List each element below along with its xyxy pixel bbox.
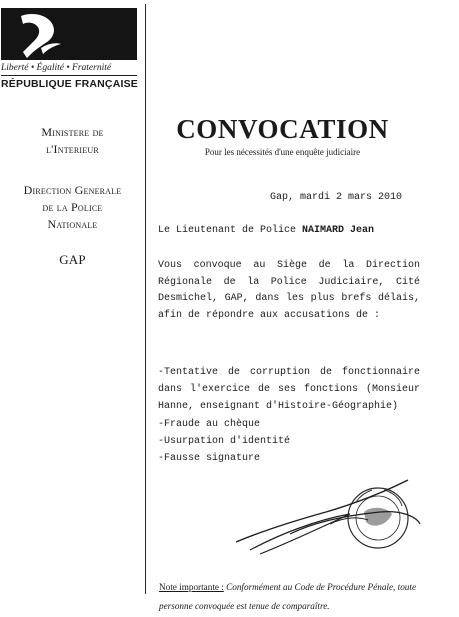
accusation-list	[158, 364, 420, 467]
republic-motto: Liberté • Égalité • Fraternité	[1, 63, 112, 73]
direction-block	[0, 182, 145, 233]
important-note	[159, 578, 429, 616]
direction-line-3: Nationale	[47, 217, 98, 231]
accusation-item: -Tentative de corruption de fonctionnaire dans l'exercice de ses fonctions (Monsieur Hanne, enseignant d'Histoire-Géographie)	[158, 367, 420, 413]
direction-line-1: Direction Generale	[23, 183, 122, 197]
ministere-line-1: Ministere de	[41, 125, 104, 139]
republic-logo-block	[0, 8, 138, 90]
direction-line-2: de la Police	[42, 200, 103, 214]
marianne-logo-icon	[1, 8, 137, 60]
convocation-body: Vous convoque au Siège de la Direction Régionale de la Police Judiciaire, Cité Desmichel, GAP, dans les plus brefs délais, afin de répondre aux accusations de :	[158, 260, 420, 321]
logo-rule	[1, 75, 137, 76]
document-title: CONVOCATION	[176, 114, 389, 144]
city-label: GAP	[59, 252, 86, 267]
ministere-block	[0, 124, 145, 158]
officer-name: NAIMARD Jean	[302, 225, 375, 236]
officer-line	[158, 225, 374, 236]
officer-prefix: Le Lieutenant de Police	[158, 225, 297, 236]
vertical-divider	[145, 4, 146, 594]
ministere-line-2: l'Interieur	[46, 142, 99, 156]
note-label: Note importante :	[159, 582, 224, 592]
accusation-item: -Fraude au chèque	[158, 418, 261, 430]
document-subtitle: Pour les nécessités d'une enquête judiciaire	[204, 147, 361, 157]
republique-francaise-label: RÉPUBLIQUE FRANÇAISE	[1, 78, 139, 90]
note-text: Conformément au Code de Procédure Pénale, toute personne convoquée est tenue de comparaître.	[159, 582, 417, 611]
document-date: Gap, mardi 2 mars 2010	[270, 192, 403, 203]
stamp-and-signature	[230, 472, 430, 567]
accusation-item: -Fausse signature	[158, 453, 261, 465]
accusation-item: -Usurpation d'identité	[158, 435, 291, 447]
